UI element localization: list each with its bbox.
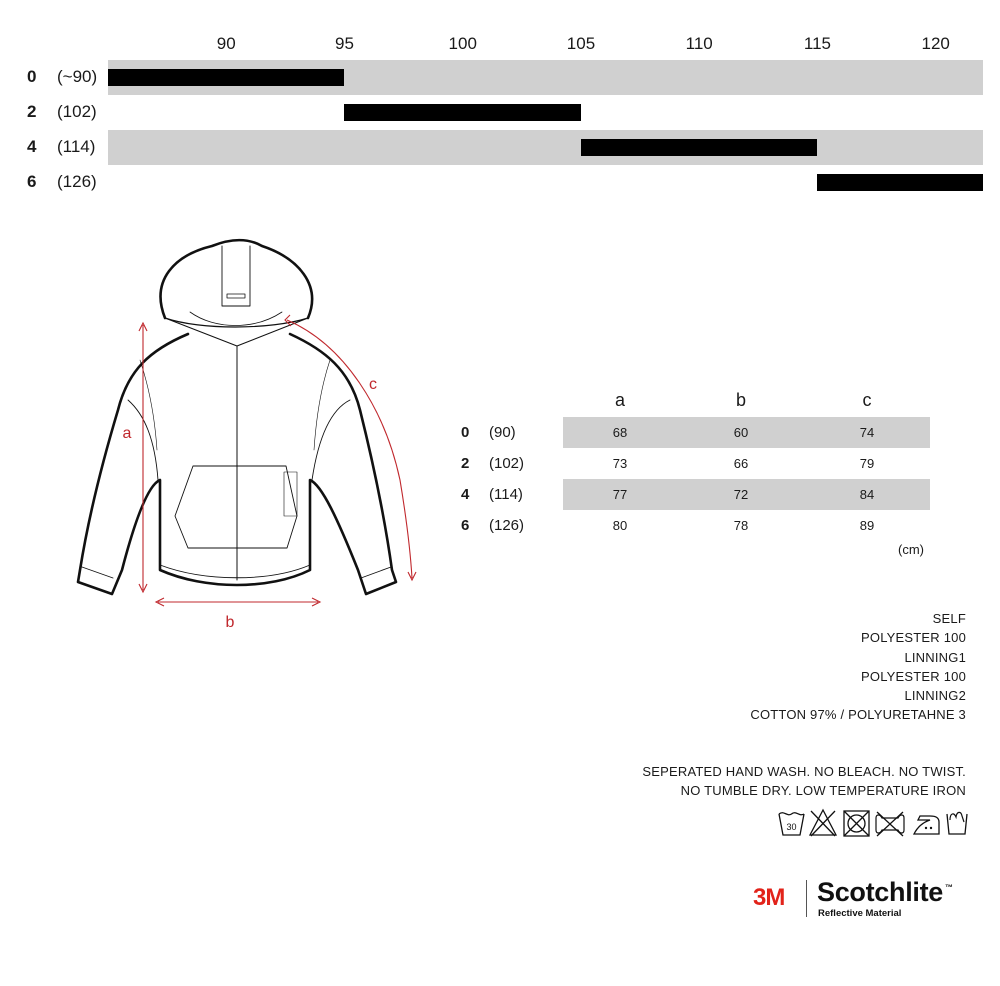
table-cell: 80 xyxy=(612,518,628,533)
range-bar xyxy=(581,139,817,156)
label-b: b xyxy=(225,614,235,631)
table-cell: 74 xyxy=(859,425,875,440)
hand-wash-icon xyxy=(944,808,970,838)
range-row-label: (126) xyxy=(57,172,97,191)
range-row-label: (114) xyxy=(57,137,96,156)
axis-tick-label: 90 xyxy=(216,34,236,53)
composition-line: POLYESTER 100 xyxy=(861,630,966,646)
composition-line: POLYESTER 100 xyxy=(861,668,966,684)
hoodie-outline xyxy=(78,240,396,594)
no-tumble-dry-icon xyxy=(842,808,871,838)
table-cell: 73 xyxy=(612,456,628,471)
composition-line: COTTON 97% / POLYURETAHNE 3 xyxy=(750,707,966,723)
table-size: 4 xyxy=(461,486,470,503)
range-row-size: 0 xyxy=(27,67,37,86)
care-instructions xyxy=(642,762,966,801)
no-bleach-icon xyxy=(808,808,838,838)
table-age: (126) xyxy=(489,517,525,534)
logo-3m-mark: 3M xyxy=(753,884,785,911)
no-wring-icon xyxy=(874,808,906,838)
logo-subtitle: Reflective Material xyxy=(818,908,902,919)
axis-tick-label: 105 xyxy=(566,34,596,53)
table-size: 2 xyxy=(461,455,470,472)
range-bar xyxy=(817,174,983,191)
table-cell: 66 xyxy=(733,456,749,471)
composition-line: LINNING2 xyxy=(904,688,966,704)
table-cell: 72 xyxy=(733,487,749,502)
table-cell: 78 xyxy=(733,518,749,533)
axis-tick-label: 115 xyxy=(803,34,832,53)
label-c: c xyxy=(369,376,377,393)
range-row-label: (~90) xyxy=(57,67,98,86)
wash-30-icon xyxy=(777,808,806,838)
care-line: SEPERATED HAND WASH. NO BLEACH. NO TWIST. xyxy=(642,764,966,779)
range-row-label: (102) xyxy=(57,102,97,121)
axis-tick-label: 120 xyxy=(921,34,950,53)
low-iron-icon xyxy=(910,808,942,838)
table-size: 0 xyxy=(461,424,470,441)
col-header-b: b xyxy=(735,390,747,410)
range-row-size: 4 xyxy=(27,137,37,156)
table-cell: 79 xyxy=(859,456,875,471)
care-line: NO TUMBLE DRY. LOW TEMPERATURE IRON xyxy=(680,783,966,799)
table-cell: 60 xyxy=(733,425,749,440)
table-size: 6 xyxy=(461,517,470,534)
table-age: (102) xyxy=(489,455,525,472)
table-cell: 68 xyxy=(612,425,628,440)
hoodie-diagram xyxy=(0,0,460,640)
measurement-guides xyxy=(139,315,416,606)
logo-tm: ™ xyxy=(945,883,953,892)
unit-label: (cm) xyxy=(898,542,924,557)
range-row-size: 6 xyxy=(27,172,37,191)
col-header-c: c xyxy=(862,390,872,410)
axis-tick-label: 110 xyxy=(685,34,713,53)
wash-temp: 30 xyxy=(786,822,797,832)
range-row-size: 2 xyxy=(27,102,37,121)
axis-tick-label: 100 xyxy=(448,34,477,53)
col-header-a: a xyxy=(614,390,626,410)
table-age: (114) xyxy=(489,486,523,503)
logo-brand: Scotchlite xyxy=(817,877,944,907)
axis-tick-label: 95 xyxy=(335,34,354,53)
label-a: a xyxy=(122,425,132,442)
composition-line: SELF xyxy=(932,611,966,626)
table-cell: 77 xyxy=(612,487,628,502)
logo-divider xyxy=(806,880,807,917)
composition-block xyxy=(750,609,966,725)
table-age: (90) xyxy=(489,424,516,441)
table-cell: 84 xyxy=(859,487,875,502)
table-cell: 89 xyxy=(859,518,875,533)
composition-line: LINNING1 xyxy=(904,649,966,665)
